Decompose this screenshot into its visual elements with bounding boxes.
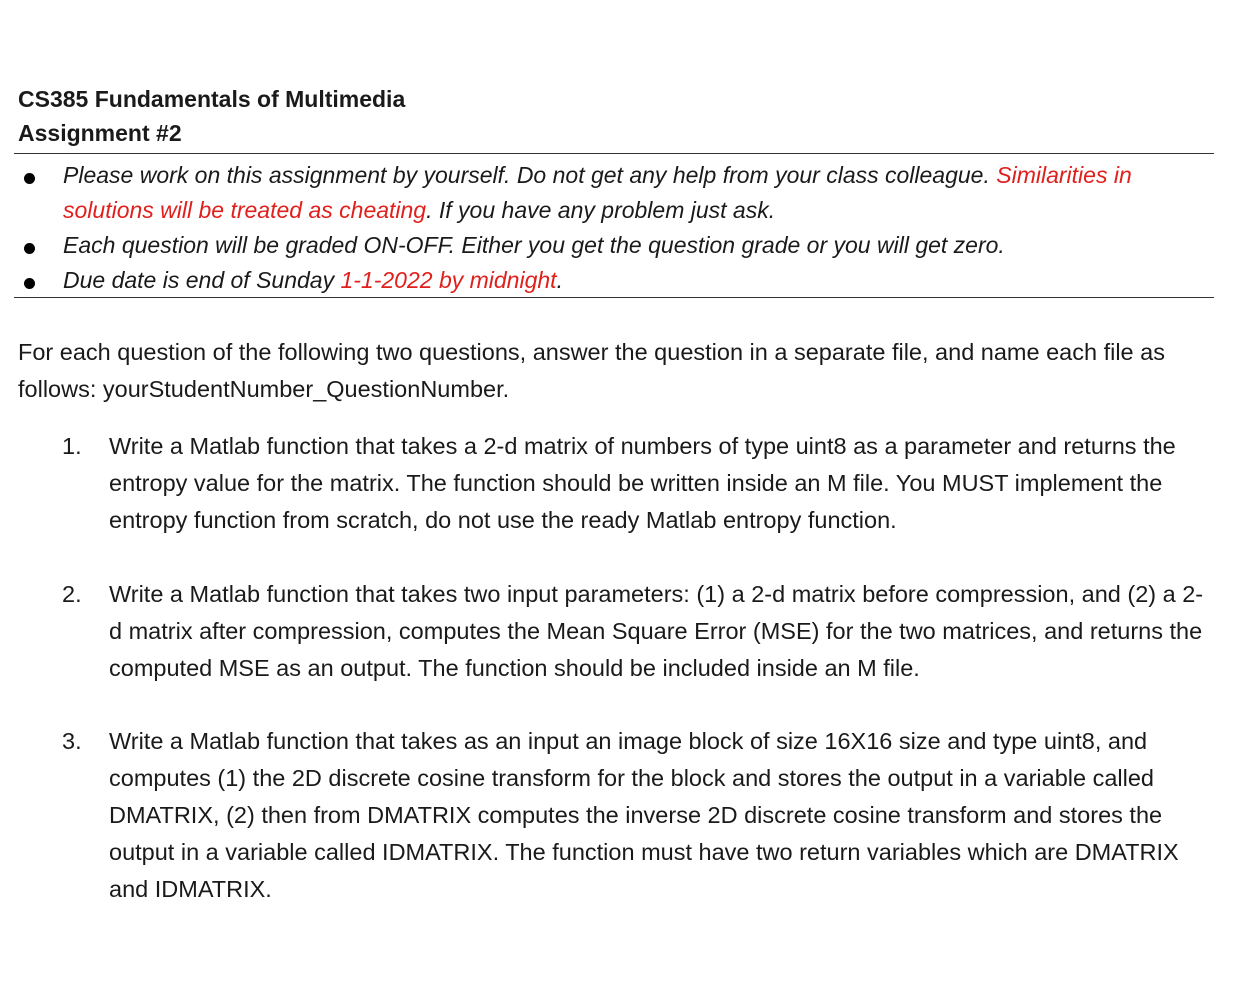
rules-list (14, 153, 1214, 298)
bullet-icon (24, 278, 35, 289)
highlight-text: Similarities in solutions will be treated as cheating (63, 162, 1132, 223)
assignment-title: Assignment #2 (18, 120, 182, 146)
question-number: 3. (62, 728, 82, 754)
bullet-icon (24, 243, 35, 254)
highlight-text: 1-1-2022 by midnight (340, 267, 557, 293)
question-text: Write a Matlab function that takes a 2-d matrix of numbers of type uint8 as a parameter and returns the entropy value for the matrix. The function should be written inside an M file. You MUST implement the entropy function from scratch, do not use the ready Matlab entropy function. (109, 433, 1176, 533)
question-text: Write a Matlab function that takes as an input an image block of size 16X16 size and type uint8, and computes (1) the 2D discrete cosine transform for the block and stores the output in a variable called DMATRIX, (2) then from DMATRIX computes the inverse 2D discrete cosine transform and stores the output in a variable called IDMATRIX. The function must have two return variables which are DMATRIX and IDMATRIX. (109, 728, 1179, 902)
rule-text: Please work on this assignment by yourself. Do not get any help from your class colleague. Similarities in solutions will be treated as cheating. If you have any problem just ask. (63, 162, 1132, 223)
bullet-icon (24, 173, 35, 184)
question-number: 1. (62, 433, 82, 459)
course-title: CS385 Fundamentals of Multimedia (18, 86, 406, 112)
rule-text: Due date is end of Sunday 1-1-2022 by midnight. (63, 267, 563, 293)
rule-text: Each question will be graded ON-OFF. Either you get the question grade or you will get zero. (63, 232, 1005, 258)
intro-paragraph: For each question of the following two questions, answer the question in a separate file, and name each file as follows: yourStudentNumber_QuestionNumber. (18, 339, 1165, 402)
question-text: Write a Matlab function that takes two input parameters: (1) a 2-d matrix before compression, and (2) a 2-d matrix after compression, computes the Mean Square Error (MSE) for the two matrices, and returns the computed MSE as an output. The function should be included inside an M file. (109, 581, 1204, 681)
question-number: 2. (62, 581, 82, 607)
